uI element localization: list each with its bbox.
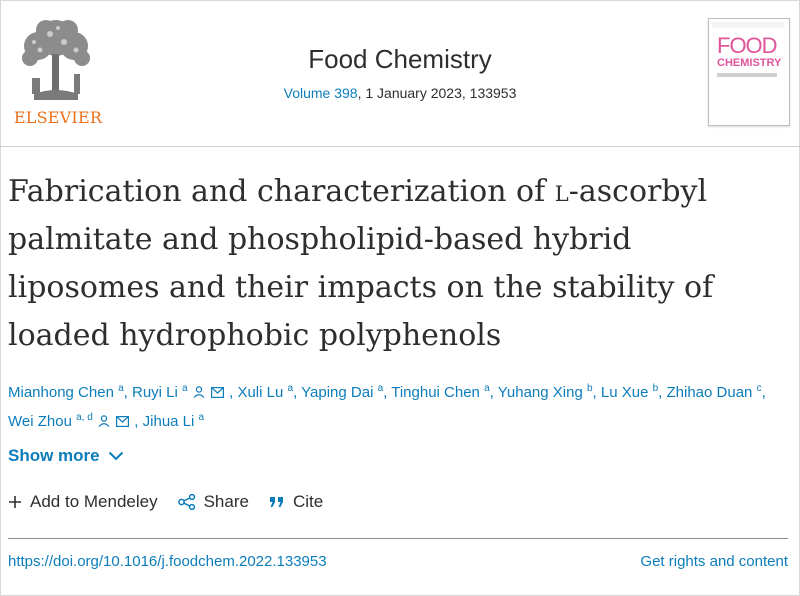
author-link[interactable]: Ruyi Li $^a$ [132,384,229,401]
article-title-smallcaps: l [554,174,569,209]
volume-link[interactable]: Volume 398 [283,85,358,101]
author-link[interactable]: Yuhang Xing $^b$ [497,383,593,401]
plus-icon [8,495,22,509]
share-icon [178,494,196,510]
author-list: Mianhong Chen $^a$, Ruyi Li $^a$ , Xuli Lu $^a$, Yaping Dai $^a$, Tinghui Chen $^a$, Yuhang Xing $^b$, Lu Xue $^b$, Zhihao Duan $^c$, Wei Zhou $^{a, d}$ , Jihua Li $^a$ [8,383,766,430]
share-label: Share [203,492,249,511]
journal-cover-thumbnail[interactable] [708,18,790,126]
doi-link[interactable]: https://doi.org/10.1016/j.foodchem.2022.133953 [8,553,327,570]
cite-button[interactable] [269,492,323,512]
author-link[interactable]: Xuli Lu $^a$ [237,383,294,401]
author-link[interactable]: Wei Zhou $^{a, d}$ [8,413,134,430]
author-link[interactable]: Yaping Dai $^a$ [301,383,384,401]
article-title-part2: -ascorbyl palmitate and phospholipid-based hybrid liposomes and their impacts on the stability of loaded hydrophobic polyphenols [8,174,714,353]
journal-issue-info [200,85,600,101]
journal-header [200,44,600,101]
article-title [8,168,778,360]
cite-label: Cite [292,492,324,511]
footer-divider [8,538,788,539]
elsevier-wordmark: ELSEVIER [13,108,103,127]
add-to-mendeley-button[interactable] [8,492,158,512]
email-icon [116,416,129,427]
tree-logo-icon [14,16,98,104]
show-more-button[interactable] [8,446,124,466]
chevron-down-icon [108,451,124,461]
show-more-label: Show more [8,446,100,465]
article-actions [8,492,323,512]
email-icon [211,387,224,398]
author-link[interactable]: Jihua Li $^a$ [142,412,205,430]
cover-title-chemistry: CHEMISTRY [717,57,782,69]
author-link[interactable]: Mianhong Chen $^a$ [8,383,124,401]
header-divider [0,146,800,147]
elsevier-logo[interactable] [8,16,104,126]
author-link[interactable]: Lu Xue $^b$ [600,383,659,401]
issue-details: , 1 January 2023, 133953 [357,85,517,101]
cover-divider [717,73,777,77]
get-rights-link[interactable]: Get rights and content [640,553,788,570]
share-button[interactable] [178,492,249,512]
cover-header-strip [712,22,784,28]
add-to-mendeley-label: Add to Mendeley [30,492,158,511]
person-icon [98,415,110,427]
journal-title[interactable]: Food Chemistry [308,44,492,74]
article-title-part1: Fabrication and characterization of [8,174,555,209]
quote-icon [269,496,285,508]
person-icon [193,386,205,398]
cover-title-food: FOOD [717,33,777,58]
author-link[interactable]: Zhihao Duan $^c$ [666,383,762,401]
author-link[interactable]: Tinghui Chen $^a$ [391,383,490,401]
